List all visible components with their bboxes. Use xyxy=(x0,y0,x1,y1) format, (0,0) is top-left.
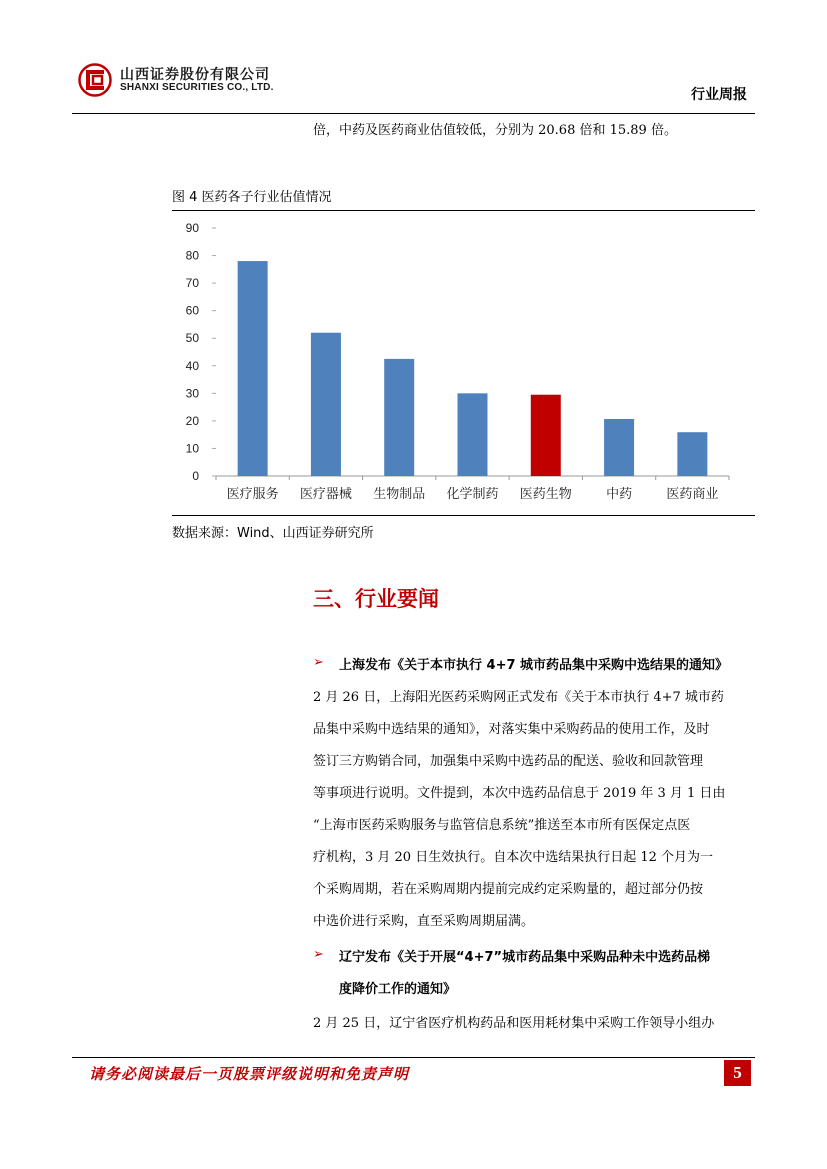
valuation-bar-chart xyxy=(172,214,755,514)
news-body-line: 中选价进行采购，直至采购周期届满。 xyxy=(313,914,535,929)
company-name-en: SHANXI SECURITIES CO., LTD. xyxy=(120,82,274,93)
figure-title: 图 4 医药各子行业估值情况 xyxy=(172,190,332,205)
x-tick-label: 化学制药 xyxy=(446,487,499,502)
x-tick-label: 医药生物 xyxy=(519,487,572,502)
company-name-cn: 山西证券股份有限公司 xyxy=(120,67,270,83)
news-body-line: “上海市医药采购服务与监管信息系统”推送至本市所有医保定点医 xyxy=(313,818,691,833)
x-tick-label: 生物制品 xyxy=(373,487,426,502)
y-tick-label: 90 xyxy=(185,221,199,235)
news-title-1: 上海发布《关于本市执行 4+7 城市药品集中采购中选结果的通知》 xyxy=(339,658,729,673)
y-tick-label: 70 xyxy=(185,276,199,291)
news-body-line: 等事项进行说明。文件提到，本次中选药品信息于 2019 年 3 月 1 日由 xyxy=(313,786,726,801)
y-tick-label: 10 xyxy=(185,441,199,456)
y-tick-label: 50 xyxy=(185,331,199,346)
figure-top-rule xyxy=(172,210,755,211)
news-body-line: 签订三方购销合同，加强集中采购中选药品的配送、验收和回款管理 xyxy=(313,754,704,769)
news-body-line: 2 月 25 日，辽宁省医疗机构药品和医用耗材集中采购工作领导小组办 xyxy=(313,1016,715,1031)
section-title: 三、行业要闻 xyxy=(313,587,439,611)
bar xyxy=(531,395,561,476)
news-item-1 xyxy=(313,651,324,670)
figure-source: 数据来源：Wind、山西证券研究所 xyxy=(172,526,374,541)
footer-divider xyxy=(72,1057,755,1058)
figure-bottom-rule xyxy=(172,515,755,516)
y-tick-label: 40 xyxy=(185,358,199,373)
news-body-line: 个采购周期，若在采购周期内提前完成约定采购量的，超过部分仍按 xyxy=(313,882,704,897)
company-logo-icon xyxy=(78,63,112,97)
news-body-line: 疗机构，3 月 20 日生效执行。自本次中选结果执行日起 12 个月为一 xyxy=(313,850,714,865)
y-tick-label: 60 xyxy=(185,303,199,318)
bar xyxy=(604,419,634,476)
page-number: 5 xyxy=(724,1060,751,1086)
bar xyxy=(311,333,341,476)
y-tick-label: 30 xyxy=(185,386,199,401)
footer-disclaimer: 请务必阅读最后一页股票评级说明和免责声明 xyxy=(89,1065,410,1083)
x-tick-label: 医药商业 xyxy=(666,487,719,502)
report-type: 行业周报 xyxy=(691,87,747,103)
y-tick-label: 20 xyxy=(185,413,199,428)
header-divider xyxy=(72,113,755,114)
bar xyxy=(677,432,707,476)
news-body-line: 品集中采购中选结果的通知》，对落实集中采购药品的使用工作，及时 xyxy=(313,722,710,737)
news-title-2: 辽宁发布《关于开展“4+7”城市药品集中采购品种未中选药品梯 xyxy=(339,950,711,965)
x-tick-label: 医疗器械 xyxy=(299,487,352,502)
bar xyxy=(238,261,268,476)
y-tick-label: 80 xyxy=(185,248,199,263)
y-tick-label: 0 xyxy=(192,469,199,483)
bullet-arrow-icon: ➢ xyxy=(313,947,324,962)
news-title-2-cont: 度降价工作的通知》 xyxy=(339,982,457,997)
bullet-arrow-icon: ➢ xyxy=(313,655,324,670)
x-tick-label: 医疗服务 xyxy=(226,487,279,502)
bar xyxy=(458,393,488,476)
x-tick-label: 中药 xyxy=(606,487,633,502)
news-body-line: 2 月 26 日，上海阳光医药采购网正式发布《关于本市执行 4+7 城市药 xyxy=(313,690,724,705)
bar xyxy=(384,359,414,476)
news-item-2 xyxy=(313,943,324,962)
intro-paragraph: 倍，中药及医药商业估值较低，分别为 20.68 倍和 15.89 倍。 xyxy=(313,123,677,138)
